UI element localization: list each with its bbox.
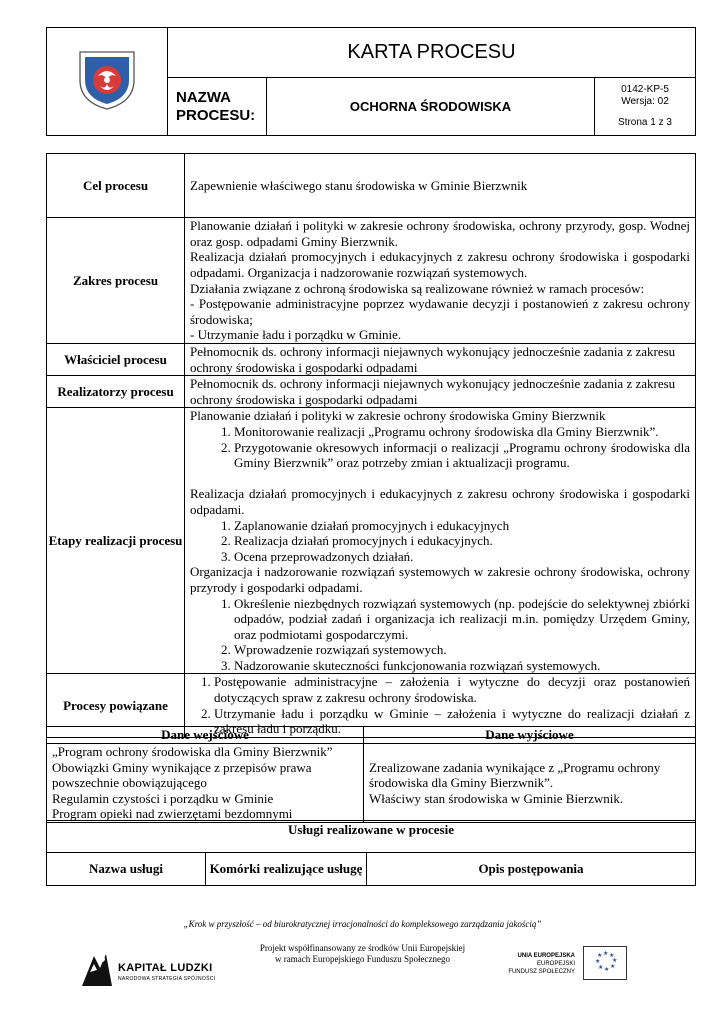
row-stages [47,408,696,674]
inputs-header: Dane wejściowe [47,727,364,744]
process-name-label-line2: PROCESU: [176,106,256,124]
scope-text [185,218,696,344]
stages-intro-3: Organizacja i nadzorowanie rozwiązań systemowych w zakresie ochrony środowiska, ochrony przyrody i gospodarki odpadami. [190,564,690,595]
document-version: Wersja: 02 [621,96,669,107]
owner-text: Pełnomocnik ds. ochrony informacji niejawnych wykonujący jednocześnie zadania z zakresu ochrony środowiska i gospodarki odpadami [185,344,696,376]
stages-list-1 [190,424,690,471]
coat-of-arms-icon [76,46,138,112]
scope-line: - Utrzymanie ładu i porządku w Gminie. [190,327,402,343]
list-item: 3. Nadzorowanie skuteczności funkcjonowania rozwiązań systemowych. [234,658,690,674]
scope-label: Zakres procesu [47,218,185,344]
goal-text: Zapewnienie właściwego stanu środowiska w Gminie Bierzwnik [185,154,696,218]
scope-line: Działania związane z ochroną środowiska są realizowane również w ramach procesów: [190,280,645,296]
stages-text [185,408,696,674]
eu-label [505,952,575,976]
svg-text:★: ★ [595,958,601,965]
input-item: Program opieki nad zwierzętami bezdomnymi [52,806,293,822]
list-item: 2. Realizacja działań promocyjnych i edukacyjnych. [234,533,690,549]
footer-quote: „Krok w przyszłość – od biurokratycznej irracjonalności do kompleksowego zarządzania jakością” [183,919,542,929]
service-description-header: Opis postępowania [367,853,696,886]
input-item: „Program ochrony środowiska dla Gminy Bierzwnik” [52,744,333,759]
service-units-header: Komórki realizujące usługę [206,853,367,886]
data-table [46,726,696,823]
scope-line: Planowanie działań i polityki w zakresie ochrony środowiska, ochrony przyrody, gosp. Wodnej oraz gosp. odpadami Gminy Bierzwnik. [190,218,690,249]
list-item: 2. Przygotowanie okresowych informacji o realizacji „Programu ochrony środowiska dla Gminy Bierzwnik” oraz potrzeby zmian i aktualizacji programu. [234,440,690,471]
stages-list-2 [190,518,690,565]
list-item: 1. Monitorowanie realizacji „Programu ochrony środowiska dla Gminy Bierzwnik”. [234,424,690,440]
kapital-ludzki-title: KAPITAŁ LUDZKI [118,962,213,974]
eu-label-line: EUROPEJSKI [536,961,575,967]
kapital-ludzki-emblem-icon [80,950,114,988]
list-item: 3. Ocena przeprowadzonych działań. [234,549,690,565]
kapital-ludzki-logo [80,950,220,990]
process-name-label [168,78,267,136]
inputs-cell [47,744,364,823]
input-item: Obowiązki Gminy wynikające z przepisów prawa powszechnie obowiązującego [52,759,312,791]
eu-label-line: FUNDUSZ SPOŁECZNY [508,969,575,975]
svg-text:★: ★ [598,964,604,971]
stages-list-3 [190,596,690,674]
svg-text:★: ★ [612,957,618,964]
service-name-header: Nazwa usługi [47,853,206,886]
output-item: Zrealizowane zadania wynikające z „Programu ochrony środowiska dla Gminy Bierzwnik”. [369,759,661,791]
page-number: Strona 1 z 3 [618,117,672,128]
page-title: KARTA PROCESU [168,28,696,78]
services-header: Usługi realizowane w procesie [47,821,696,853]
scope-line: - Postępowanie administracyjne poprzez wydawanie decyzji i postanowień z zakresu ochrony środowiska; [190,296,690,327]
stages-intro-1: Planowanie działań i polityki w zakresie ochrony środowiska Gminy Bierzwnik [190,408,606,424]
svg-text:★: ★ [610,963,616,970]
related-label: Procesy powiązane [47,674,185,737]
eu-flag-icon [583,946,627,980]
crest-cell [47,28,168,136]
process-card-table [46,153,696,738]
outputs-cell [364,744,696,823]
outputs-header: Dane wyjściowe [364,727,696,744]
kapital-ludzki-subtitle: NARODOWA STRATEGIA SPÓJNOŚCI [118,976,216,982]
output-item: Właściwy stan środowiska w Gminie Bierzwnik. [369,790,624,806]
header-table [46,27,696,136]
project-note-line: w ramach Europejskiego Funduszu Społecznego [275,954,450,964]
list-item: 1. Określenie niezbędnych rozwiązań systemowych (np. podejście do selektywnej zbiórki odpadów, podział zadań i organizacja ich realizacji m.in. pomiędzy Urzędem Gminy, oraz podmiotami gospodarczymi. [234,596,690,643]
svg-text:★: ★ [609,952,615,959]
row-goal [47,154,696,218]
svg-text:★: ★ [597,952,603,959]
document-meta [595,78,696,136]
scope-line: Realizacja działań promocyjnych i edukacyjnych z zakresu ochrony środowiska i gospodarki odpadami. Organizacja i nadzorowanie rozwiązań systemowych. [190,249,690,280]
input-item: Regulamin czystości i porządku w Gminie [52,790,274,806]
goal-label: Cel procesu [47,154,185,218]
process-name: OCHORNA ŚRODOWISKA [267,78,595,136]
row-owner [47,344,696,376]
svg-text:★: ★ [604,966,610,973]
executors-label: Realizatorzy procesu [47,376,185,408]
stages-label: Etapy realizacji procesu [47,408,185,674]
project-note-line: Projekt współfinansowany ze środków Unii Europejskiej [259,943,466,953]
process-name-label-line1: NAZWA [176,88,231,106]
owner-label: Właściciel procesu [47,344,185,376]
row-scope [47,218,696,344]
list-item: 2. Utrzymanie ładu i porządku w Gminie – założenia i wytyczne do realizacji działań z zakresu ładu i porządku. [214,706,690,737]
row-executors [47,376,696,408]
document-code: 0142-KP-5 [621,84,669,95]
executors-text: Pełnomocnik ds. ochrony informacji niejawnych wykonujący jednocześnie zadania z zakresu ochrony środowiska i gospodarki odpadami [185,376,696,408]
list-item: 2. Wprowadzenie rozwiązań systemowych. [234,642,690,658]
list-item: 1. Postępowanie administracyjne – założenia i wytyczne do decyzji oraz postanowień dotyczących spraw z zakresu ochrony środowiska. [214,674,690,705]
project-note [240,943,485,965]
svg-text:★: ★ [603,950,609,957]
eu-label-line: UNIA EUROPEJSKA [517,953,575,959]
services-table [46,820,696,886]
stages-intro-2: Realizacja działań promocyjnych i edukacyjnych z zakresu ochrony środowiska i gospodarki odpadami. [190,486,690,517]
list-item: 1. Zaplanowanie działań promocyjnych i edukacyjnych [234,518,690,534]
